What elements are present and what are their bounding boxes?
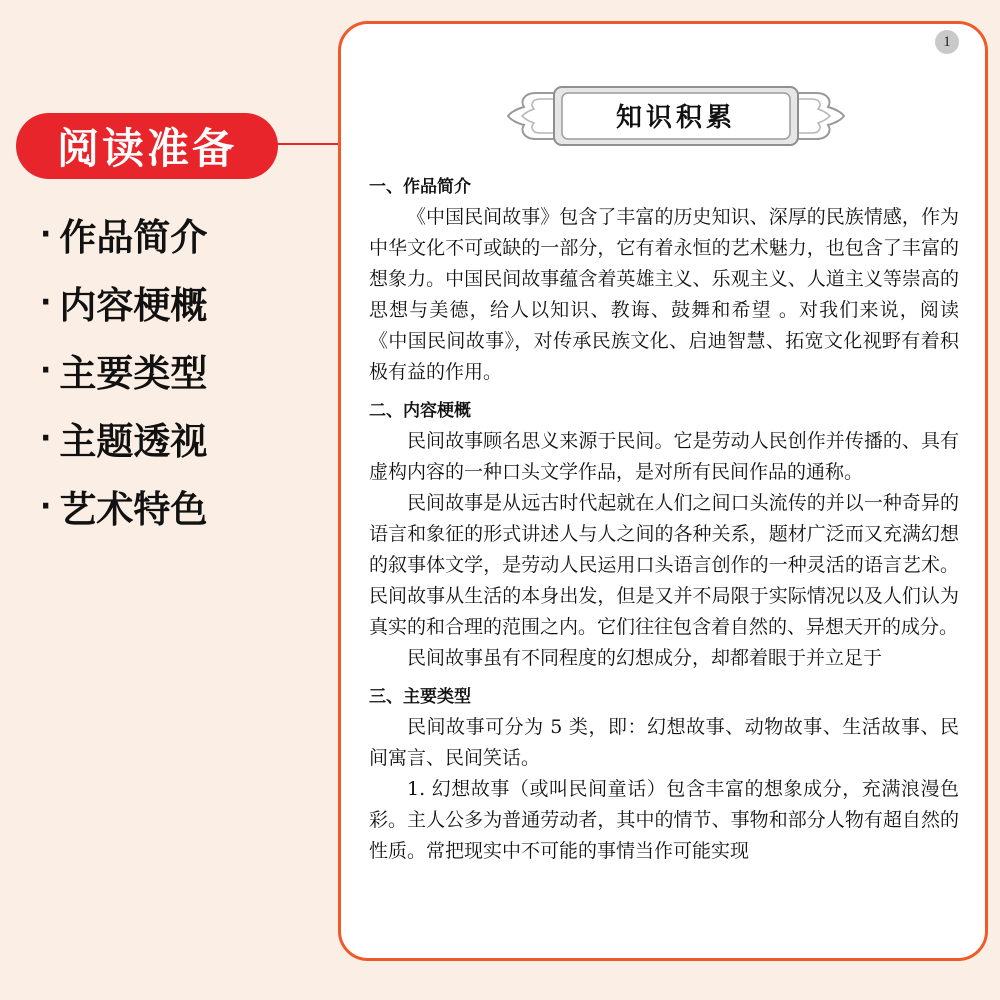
page-title: 知识积累	[615, 102, 736, 133]
bullet-icon: ·	[40, 420, 52, 456]
paragraph: 民间故事可分为 5 类，即：幻想故事、动物故事、生活故事、民间寓言、民间笑话。	[369, 716, 959, 769]
topic-item	[40, 404, 207, 472]
bullet-icon: ·	[40, 488, 52, 524]
section-badge: 阅读准备	[16, 113, 278, 179]
topic-label: 内容梗概	[59, 284, 208, 327]
bullet-icon: ·	[40, 352, 52, 388]
bullet-icon: ·	[40, 216, 52, 252]
paragraph: 民间故事虽有不同程度的幻想成分，却都着眼于并立足于	[407, 647, 883, 669]
paragraph: 1. 幻想故事（或叫民间童话）包含丰富的想象成分，充满浪漫色彩。主人公多为普通劳动者，其中的情节、事物和部分人物有超自然的性质。常把现实中不可能的事情当作可能实现	[369, 778, 959, 862]
page-number: 1	[935, 30, 959, 54]
paragraph: 民间故事顾名思义来源于民间。它是劳动人民创作并传播的、具有虚构内容的一种口头文学作品，是对所有民间作品的通称。	[369, 430, 959, 483]
page-content	[369, 172, 959, 867]
topic-label: 主要类型	[59, 352, 208, 395]
section-heading: 二、内容梗概	[369, 401, 471, 421]
topic-item	[40, 268, 207, 336]
topic-list	[40, 200, 207, 540]
bullet-icon: ·	[40, 284, 52, 320]
topic-label: 主题透视	[59, 420, 208, 463]
topic-item	[40, 472, 207, 540]
paragraph: 民间故事是从远古时代起就在人们之间口头流传的并以一种奇异的语言和象征的形式讲述人与人之间的各种关系，题材广泛而又充满幻想的叙事体文学，是劳动人民运用口头语言创作的一种灵活的语言艺术。民间故事从生活的本身出发，但是又并不局限于实际情况以及人们认为真实的和合理的范围之内。它们往往包含着自然的、异想天开的成分。	[369, 492, 959, 638]
section-heading: 一、作品简介	[369, 177, 471, 197]
topic-item	[40, 200, 207, 268]
book-page	[338, 21, 988, 961]
title-frame	[506, 81, 846, 151]
paragraph: 《中国民间故事》包含了丰富的历史知识、深厚的民族情感，作为中华文化不可或缺的一部分，它有着永恒的艺术魅力，也包含了丰富的想象力。中国民间故事蕴含着英雄主义、乐观主义、人道主义等崇高的思想与美德，给人以知识、教诲、鼓舞和希望 。对我们来说，阅读《中国民间故事》，对传承民族文化、启迪智慧、拓宽文化视野有着积极有益的作用。	[369, 206, 959, 383]
section-heading: 三、主要类型	[369, 687, 471, 707]
topic-label: 艺术特色	[59, 488, 208, 531]
topic-item	[40, 336, 207, 404]
topic-label: 作品简介	[59, 216, 208, 259]
